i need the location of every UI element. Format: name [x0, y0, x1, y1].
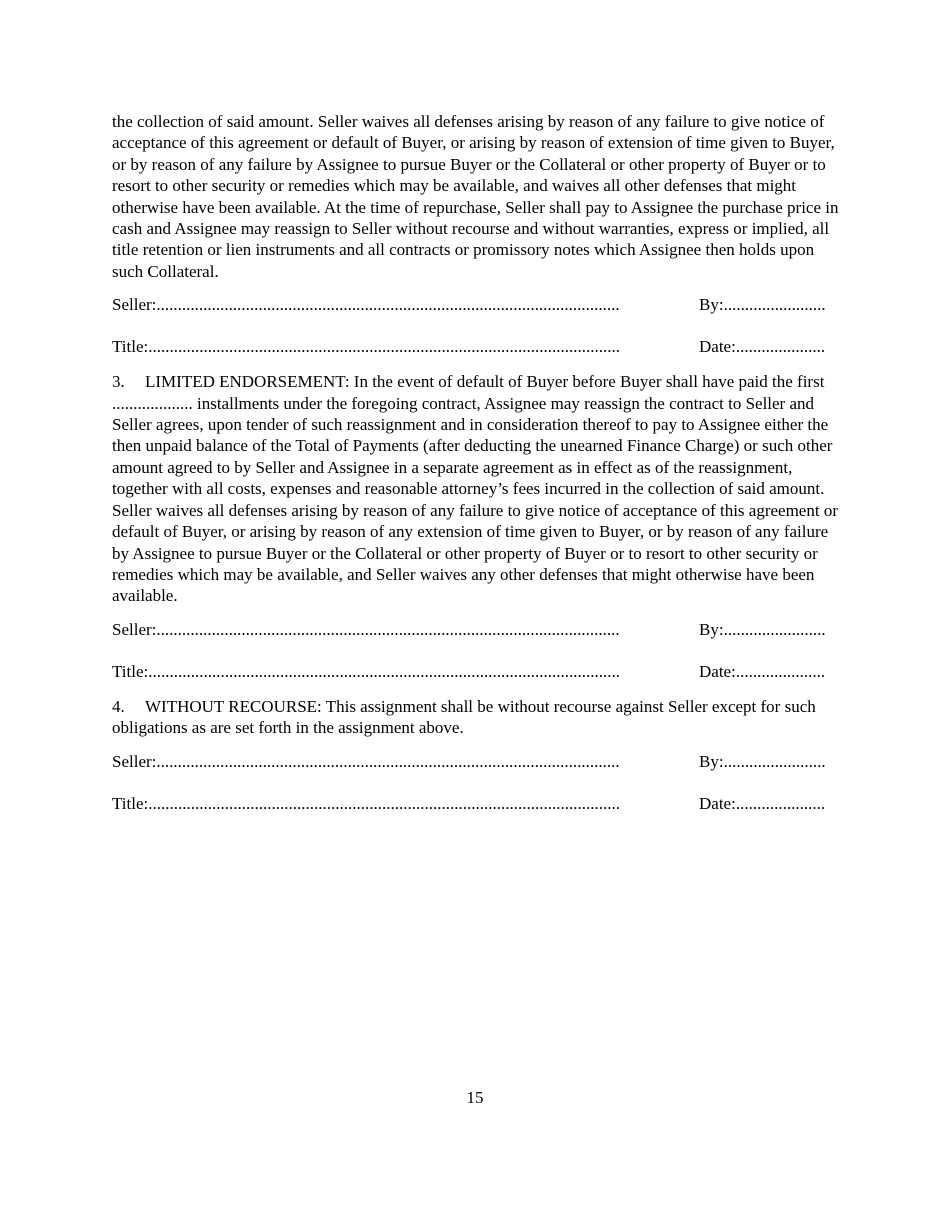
- title-line: ...............................................................................................................: [148, 793, 620, 813]
- by-field[interactable]: [699, 294, 839, 315]
- seller-line: .............................................................................................................: [156, 751, 620, 771]
- section-4-text: WITHOUT RECOURSE: This assignment shall be without recourse against Seller except for such obligations as are set forth in the assignment above.: [112, 696, 816, 738]
- title-row: [112, 336, 839, 357]
- date-line: .....................: [735, 661, 826, 681]
- date-field[interactable]: [699, 336, 839, 357]
- date-label: Date:: [699, 337, 736, 357]
- page-number: 15: [466, 1088, 484, 1107]
- seller-field[interactable]: [112, 294, 670, 315]
- title-line: ...............................................................................................................: [148, 661, 620, 681]
- by-field[interactable]: [699, 751, 839, 772]
- by-line: ........................: [723, 295, 826, 315]
- seller-field[interactable]: [112, 751, 670, 772]
- seller-label: Seller:: [112, 619, 157, 639]
- seller-line: .............................................................................................................: [156, 295, 620, 315]
- seller-row: [112, 294, 839, 315]
- seller-label: Seller:: [112, 295, 157, 315]
- title-field[interactable]: [112, 336, 670, 357]
- date-label: Date:: [699, 661, 736, 681]
- document-page: [112, 111, 839, 828]
- seller-row: [112, 751, 839, 772]
- continuation-paragraph: the collection of said amount. Seller waives all defenses arising by reason of any failure to give notice of acceptance of this agreement or default of Buyer, or arising by reason of extension of time given to Buyer, or by reason of any failure by Assignee to pursue Buyer or the Collateral or other property of Buyer or to resort to other security or remedies which may be available, and waives all other defenses that might otherwise have been available. At the time of repurchase, Seller shall pay to Assignee the purchase price in cash and Assignee may reassign to Seller without recourse and without warranties, express or implied, all title retention or lien instruments and all contracts or promissory notes which Assignee then holds upon such Collateral.: [112, 112, 839, 281]
- title-label: Title:: [112, 793, 149, 813]
- date-label: Date:: [699, 793, 736, 813]
- title-row: [112, 661, 839, 682]
- seller-line: .............................................................................................................: [156, 619, 620, 639]
- section-4-number: 4.: [112, 696, 125, 716]
- signature-block-1: [112, 294, 839, 357]
- seller-row: [112, 619, 839, 640]
- date-field[interactable]: [699, 661, 839, 682]
- title-row: [112, 793, 839, 814]
- seller-field[interactable]: [112, 619, 670, 640]
- signature-block-2: [112, 619, 839, 682]
- title-label: Title:: [112, 337, 149, 357]
- title-field[interactable]: [112, 793, 670, 814]
- date-line: .....................: [735, 337, 826, 357]
- section-3-paragraph: [112, 371, 839, 606]
- section-3-number: 3.: [112, 372, 125, 392]
- date-line: .....................: [735, 793, 826, 813]
- by-label: By:: [699, 295, 724, 315]
- title-field[interactable]: [112, 661, 670, 682]
- date-field[interactable]: [699, 793, 839, 814]
- by-line: ........................: [723, 619, 826, 639]
- title-line: ...............................................................................................................: [148, 337, 620, 357]
- by-line: ........................: [723, 751, 826, 771]
- by-label: By:: [699, 751, 724, 771]
- by-field[interactable]: [699, 619, 839, 640]
- section-3-text: LIMITED ENDORSEMENT: In the event of default of Buyer before Buyer shall have paid the first ................... installments under the foregoing contract, Assignee may reassign the contract to Seller and Seller agrees, upon tender of such reassignment and in consideration thereof to pay to Assignee either the then unpaid balance of the Total of Payments (after deducting the unearned Finance Charge) or such other amount agreed to by Seller and Assignee in a separate agreement as in effect as of the reassignment, together with all costs, expenses and reasonable attorney’s fees incurred in the collection of said amount. Seller waives all defenses arising by reason of any failure to give notice of acceptance of this agreement or default of Buyer, or arising by reason of any extension of time given to Buyer, or by reason of any failure by Assignee to pursue Buyer or the Collateral or other property of Buyer or to resort to other security or remedies which may be available, and Seller waives any other defenses that might otherwise have been available.: [112, 372, 838, 606]
- by-label: By:: [699, 619, 724, 639]
- signature-block-3: [112, 751, 839, 814]
- title-label: Title:: [112, 661, 149, 681]
- seller-label: Seller:: [112, 751, 157, 771]
- section-4-paragraph: [112, 696, 839, 739]
